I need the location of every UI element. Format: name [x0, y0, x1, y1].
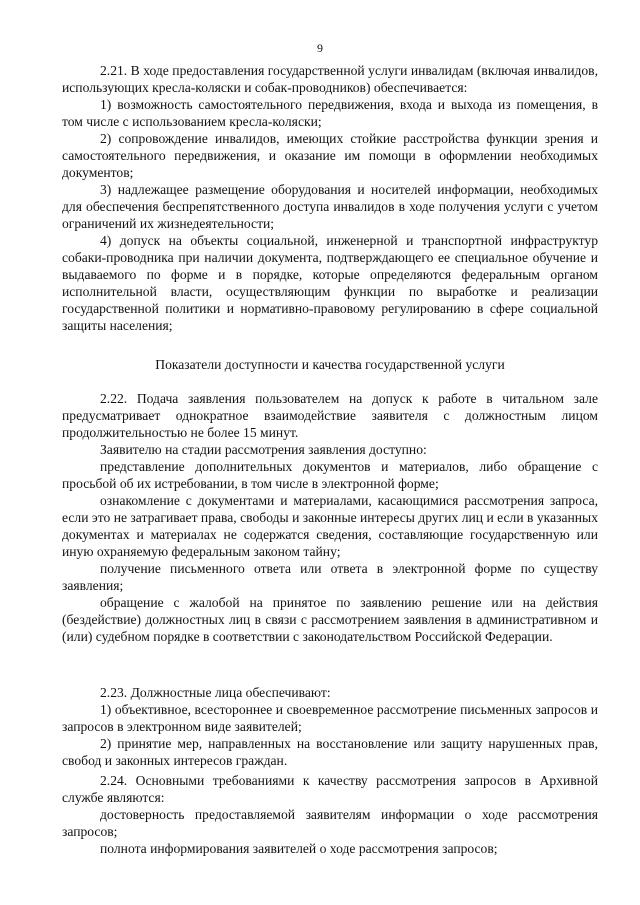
section-2-22: [62, 390, 598, 645]
section-2-23: [62, 684, 598, 769]
list-item: обращение с жалобой на принятое по заявлению решение или на действия (бездействие) должностных лиц в связи с рассмотрением заявления в административном и (или) судебном порядке в соответствии с законодательством Российской Федерации.: [62, 595, 598, 644]
paragraph: 2.24. Основными требованиями к качеству рассмотрения запросов в Архивной службе являются:: [62, 773, 598, 805]
list-item: ознакомление с документами и материалами, касающимися рассмотрения запроса, если это не затрагивает права, свободы и законные интересы других лиц и если в указанных документах и материалах не содержатся сведения, составляющие государственную или иную охраняемую федеральным законом тайну;: [62, 493, 598, 559]
section-heading: Показатели доступности и качества государственной услуги: [155, 357, 505, 372]
list-item: достоверность предоставляемой заявителям информации о ходе рассмотрения запросов;: [62, 807, 598, 839]
list-item: представление дополнительных документов и материалов, либо обращение с просьбой об их истребовании, в том числе в электронной форме;: [62, 459, 598, 491]
list-item: 4) допуск на объекты социальной, инженерной и транспортной инфраструктур собаки-проводника при наличии документа, подтверждающего ее специальное обучение и выдаваемого по форме и в порядке, которые определяются федеральным органом исполнительной власти, осуществляющим функции по выработке и реализации государственной политики и нормативно-правовому регулированию в сфере социальной защиты населения;: [62, 233, 598, 333]
list-item: 1) возможность самостоятельного передвижения, входа и выхода из помещения, в том числе с использованием кресла-коляски;: [62, 97, 598, 129]
section-2-24: [62, 772, 598, 857]
paragraph: 2.21. В ходе предоставления государственной услуги инвалидам (включая инвалидов, использующих кресла-коляски и собак-проводников) обеспечивается:: [62, 63, 598, 95]
paragraph: 2.22. Подача заявления пользователем на допуск к работе в читальном зале предусматривает однократное взаимодействие заявителя с должностным лицом продолжительностью не более 15 минут.: [62, 391, 598, 440]
page-number: 9: [317, 41, 323, 55]
list-item: полнота информирования заявителей о ходе рассмотрения запросов;: [100, 841, 498, 856]
section-2-21: [62, 62, 598, 334]
paragraph: 2.23. Должностные лица обеспечивают:: [100, 685, 331, 700]
list-item: 2) сопровождение инвалидов, имеющих стойкие расстройства функции зрения и самостоятельного передвижения, и оказание им помощи в оформлении необходимых документов;: [62, 131, 598, 180]
list-item: 2) принятие мер, направленных на восстановление или защиту нарушенных прав, свобод и законных интересов граждан.: [62, 736, 598, 768]
paragraph: Заявителю на стадии рассмотрения заявления доступно:: [100, 442, 427, 457]
list-item: 3) надлежащее размещение оборудования и носителей информации, необходимых для обеспечения беспрепятственного доступа инвалидов в ходе получения услуги с учетом ограничений их жизнедеятельности;: [62, 182, 598, 231]
list-item: получение письменного ответа или ответа в электронной форме по существу заявления;: [62, 561, 598, 593]
list-item: 1) объективное, всестороннее и своевременное рассмотрение письменных запросов и запросов в электронном виде заявителей;: [62, 702, 598, 734]
